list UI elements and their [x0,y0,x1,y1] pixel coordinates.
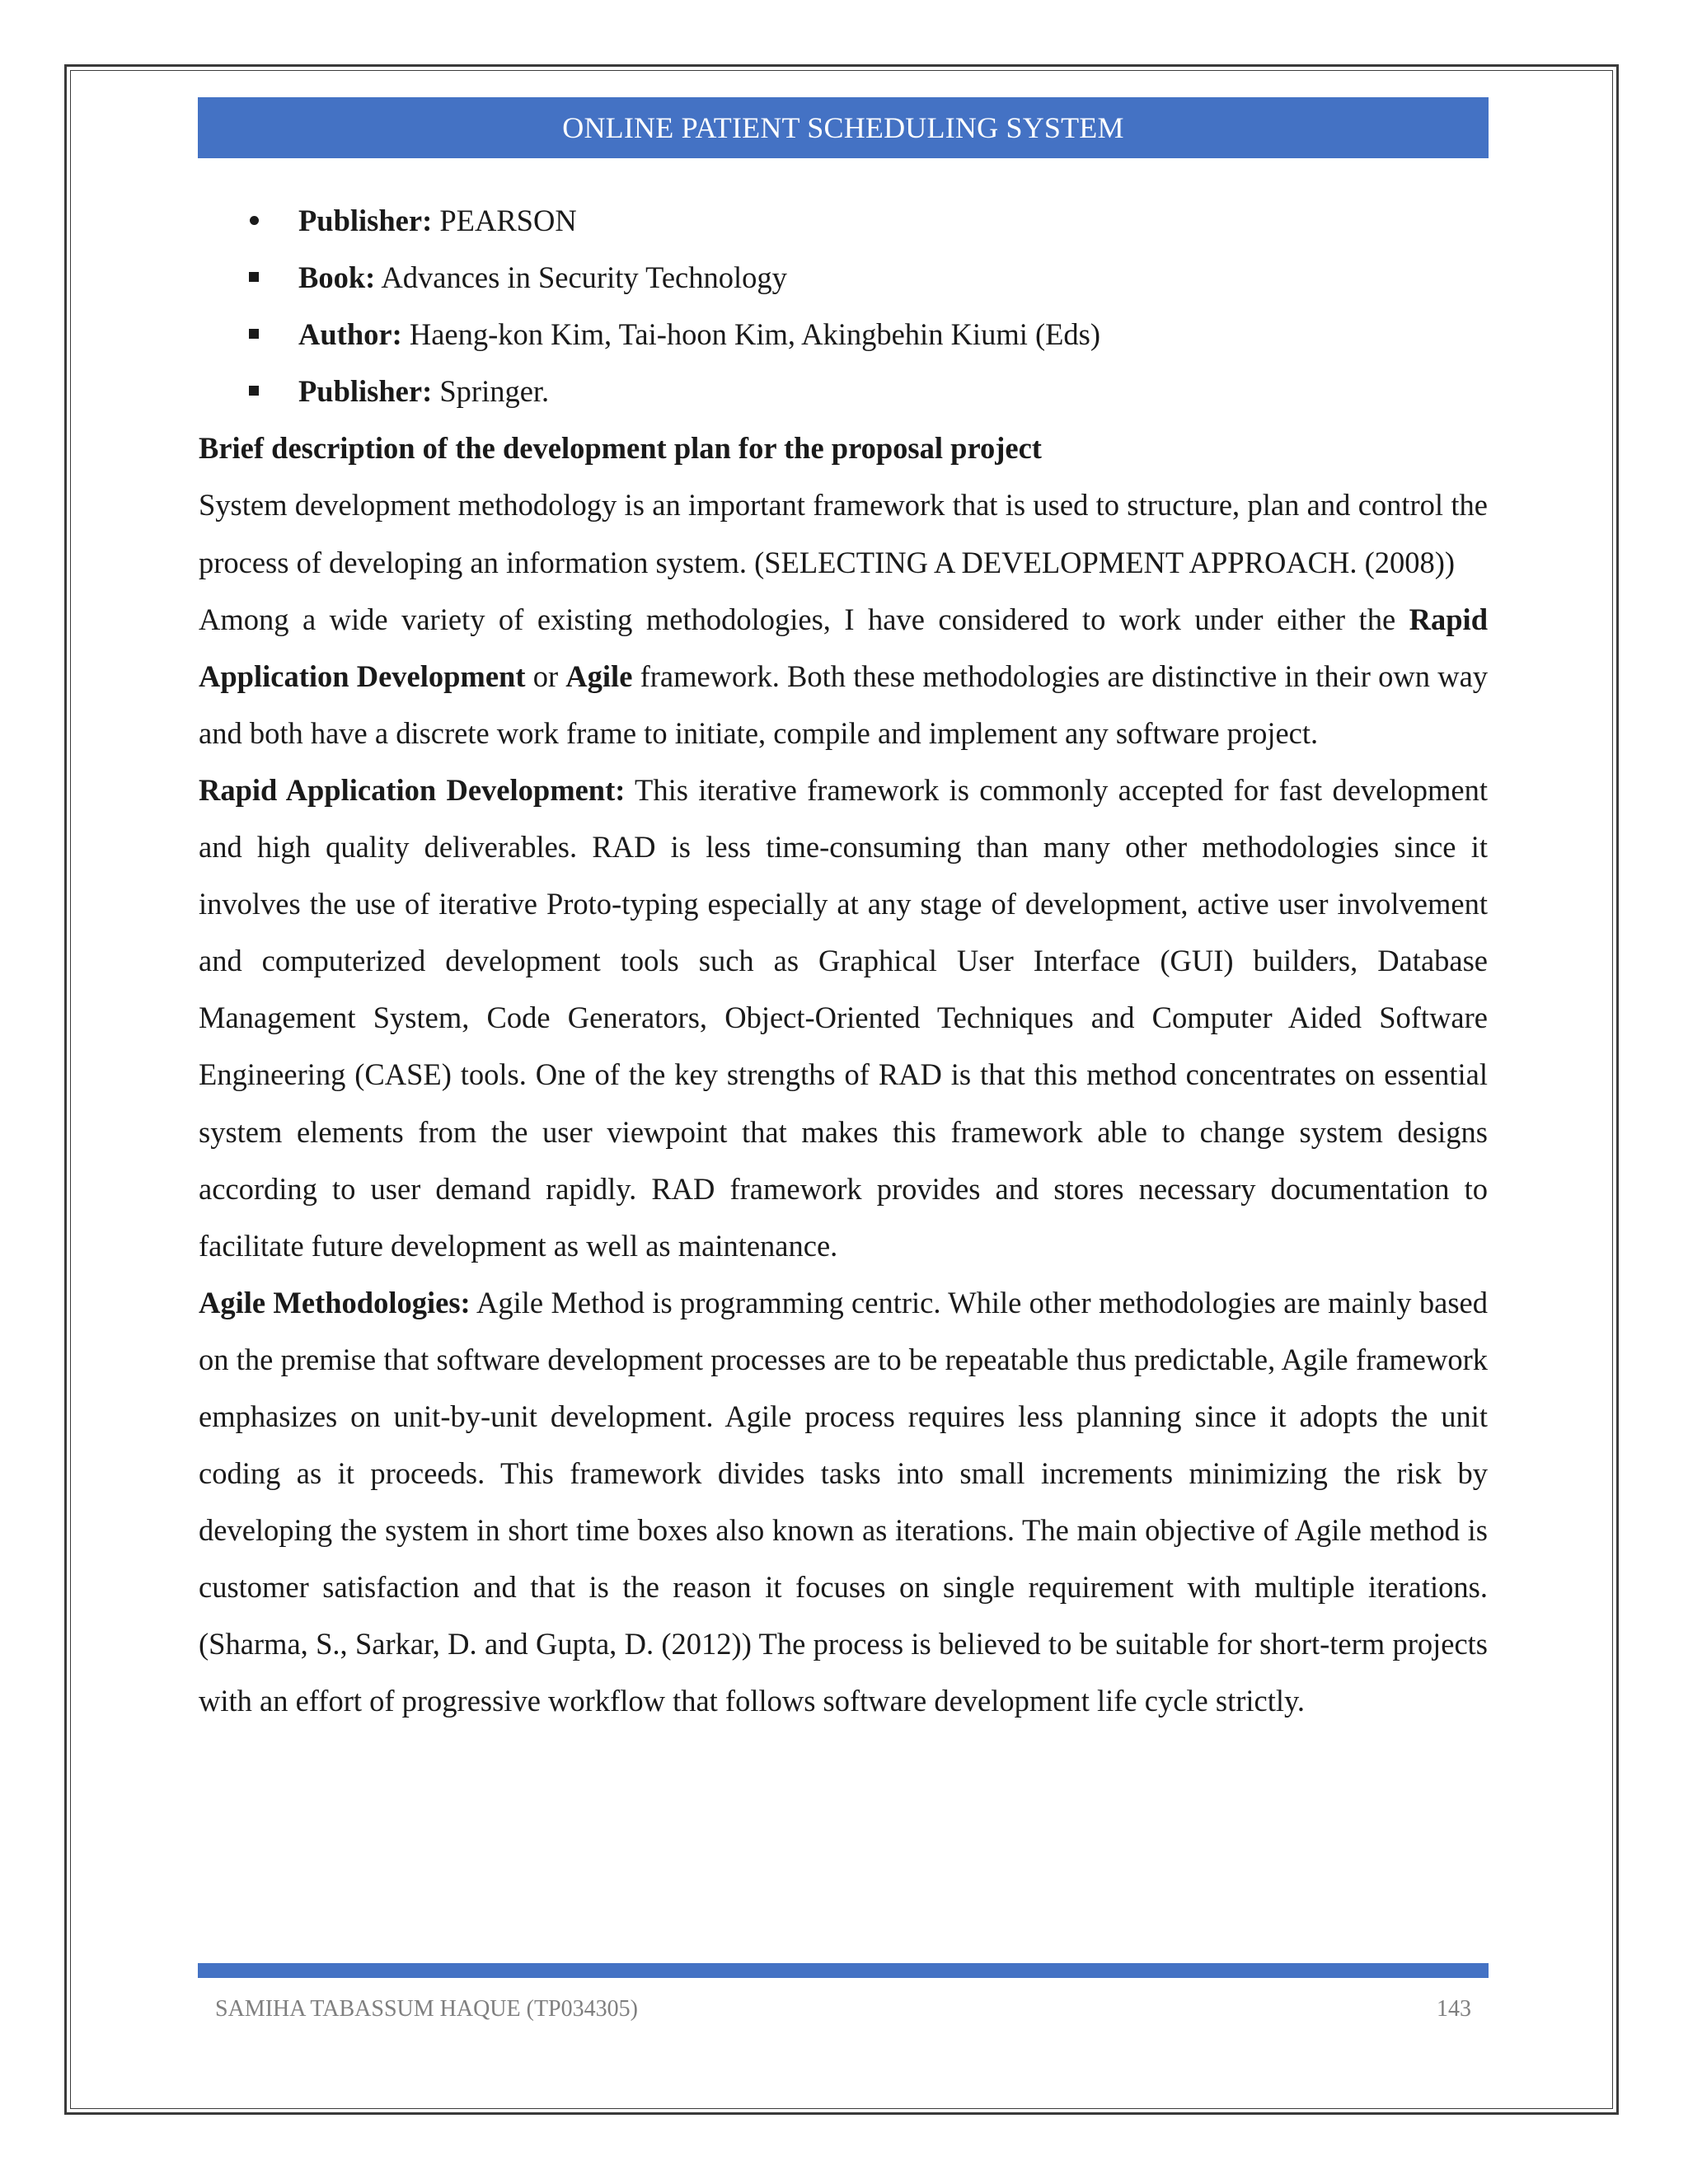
choice-bold-agile: Agile [565,658,633,693]
choice-text-2: or [525,658,566,693]
footer-divider [198,1963,1489,1978]
footer-author: SAMIHA TABASSUM HAQUE (TP034305) [215,1996,638,2022]
list-item-label: Book: [298,260,376,295]
list-item-value: Advances in Security Technology [375,260,787,295]
footer-page-number: 143 [1437,1996,1471,2022]
choice-bold-rad: Rapid Application Development [199,602,1488,693]
bullet-square-icon [248,249,273,306]
page-content [199,192,1488,1730]
list-item-value: Haeng-kon Kim, Tai-hoon Kim, Akingbehin Kiumi (Eds) [401,317,1101,352]
choice-text-3: framework. Both these methodologies are distinctive in their own way and both have a discrete work frame to initiate, compile and implement any software project. [199,658,1489,750]
section-heading: Brief description of the development plan for the proposal project [199,431,1042,466]
list-item-label: Author: [298,317,402,352]
bullet-square-icon [248,306,273,363]
list-item [199,363,1488,419]
list-item-label: Publisher: [298,204,433,237]
list-item-value: Springer. [432,374,550,409]
page-header-title: ONLINE PATIENT SCHEDULING SYSTEM [198,97,1489,158]
list-item [199,306,1488,363]
agile-paragraph [199,1274,1488,1730]
rad-paragraph [199,762,1488,1274]
list-item [199,249,1488,306]
agile-text: Agile Method is programming centric. While other methodologies are mainly based on the premise that software development processes are to be repeatable thus predictable, Agile framework emphasizes on unit-by-unit development. Agile process requires less planning since it adopts the unit coding as it proceeds. This framework divides tasks into small increments minimizing the risk by developing the system in short time boxes also known as iterations. The main objective of Agile method is customer satisfaction and that is the reason it focuses on single requirement with multiple iterations. (Sharma, S., Sarkar, D. and Gupta, D. (2012)) The process is believed to be suitable for short-term projects with an effort of progressive workflow that follows software development life cycle strictly. [199,1285,1488,1718]
bullet-square-icon [248,363,273,419]
list-item-value: PEARSON [432,204,577,237]
list-item [199,192,1488,249]
rad-label: Rapid Application Development: [199,772,626,807]
choice-text-1: Among a wide variety of existing methodologies, I have considered to work under either the [199,602,1409,636]
agile-label: Agile Methodologies: [199,1285,471,1319]
reference-list [199,192,1488,419]
list-item-label: Publisher: [298,374,433,409]
methodology-choice-paragraph [199,591,1488,762]
rad-text: This iterative framework is commonly accepted for fast development and high quality deliverables. RAD is less time-consuming than many other methodologies since it involves the use of iterative Proto-typing especially at any stage of development, active user involvement and computerized development tools such as Graphical User Interface (GUI) builders, Database Management System, Code Generators, Object-Oriented Techniques and Computer Aided Software Engineering (CASE) tools. One of the key strengths of RAD is that this method concentrates on essential system elements from the user viewpoint that makes this framework able to change system designs according to user demand rapidly. RAD framework provides and stores necessary documentation to facilitate future development as well as maintenance. [199,772,1488,1263]
intro-paragraph: System development methodology is an important framework that is used to structure, plan and control the process of developing an information system. (SELECTING A DEVELOPMENT APPROACH. (2008)) [199,488,1488,579]
bullet-disc-icon [248,192,273,249]
